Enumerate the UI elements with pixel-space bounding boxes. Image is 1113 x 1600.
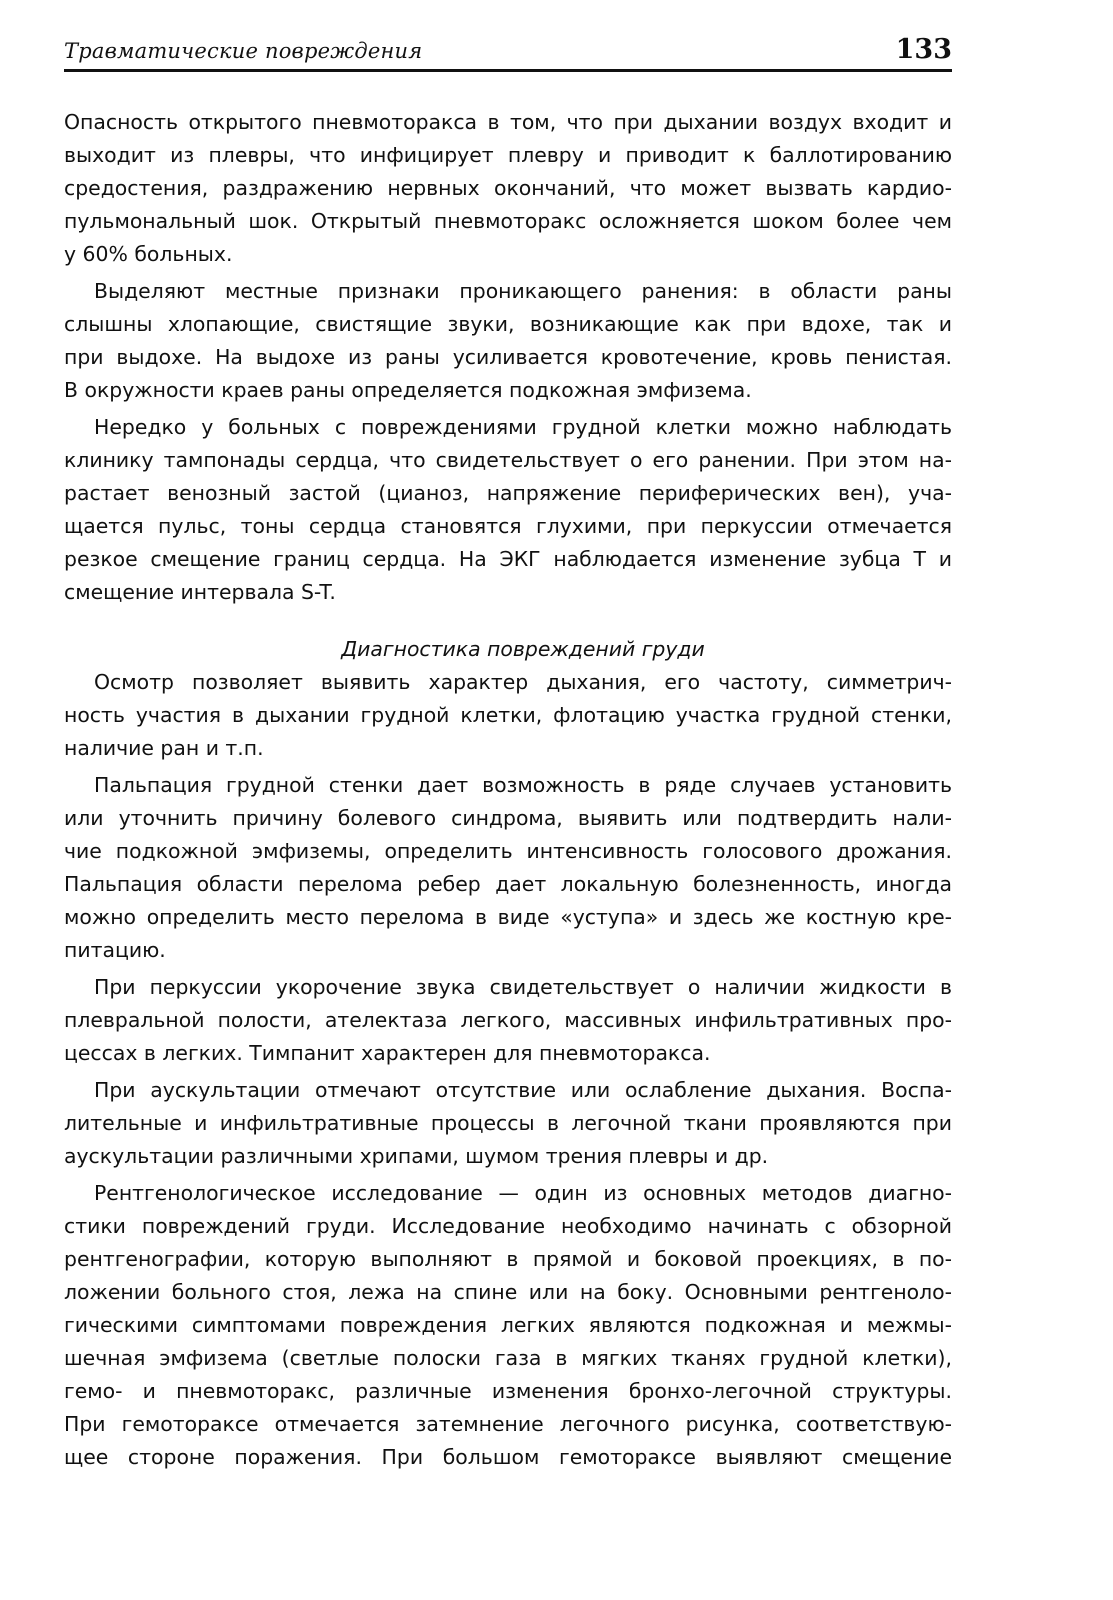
text-line: Осмотр позволяет выявить характер дыхания, его частоту, симметрич- (94, 670, 952, 694)
running-header (64, 36, 952, 72)
paragraph (64, 1074, 952, 1173)
text-line: Пальпация грудной стенки дает возможность в ряде случаев установить (94, 773, 952, 797)
text-line: слышны хлопающие, свистящие звуки, возникающие как при вдохе, так и (64, 312, 952, 336)
text-line: клинику тампонады сердца, что свидетельствует о его ранении. При этом на- (64, 448, 952, 472)
text-line: средостения, раздражению нервных окончаний, что может вызвать кардио- (64, 176, 952, 200)
text-line: выходит из плевры, что инфицирует плевру и приводит к баллотированию (64, 143, 952, 167)
text-line: рентгенографии, которую выполняют в прямой и боковой проекциях, в по- (64, 1247, 952, 1271)
text-line: резкое смещение границ сердца. На ЭКГ наблюдается изменение зубца Т и (64, 547, 952, 571)
text-line: Выделяют местные признаки проникающего ранения: в области раны (94, 279, 952, 303)
text-line: лительные и инфильтративные процессы в легочной ткани проявляются при (64, 1111, 952, 1135)
text-line: ложении больного стоя, лежа на спине или на боку. Основными рентгеноло- (64, 1280, 952, 1304)
text-line: гемо- и пневмоторакс, различные изменения бронхо-легочной структуры. (64, 1379, 952, 1403)
text-line: При аускультации отмечают отсутствие или ослабление дыхания. Воспа- (94, 1078, 952, 1102)
text-line: стики повреждений груди. Исследование необходимо начинать с обзорной (64, 1214, 952, 1238)
text-line: при выдохе. На выдохе из раны усиливается кровотечение, кровь пенистая. (64, 345, 952, 369)
text-line: можно определить место перелома в виде «уступа» и здесь же костную кре- (64, 905, 952, 929)
text-line: ность участия в дыхании грудной клетки, флотацию участка грудной стенки, (64, 703, 952, 727)
text-line: Рентгенологическое исследование — один из основных методов диагно- (94, 1181, 952, 1205)
text-line: В окружности краев раны определяется подкожная эмфизема. (64, 378, 752, 402)
paragraph (64, 411, 952, 609)
paragraph (64, 275, 952, 407)
section-heading: Диагностика повреждений груди (341, 637, 705, 661)
text-line: аускультации различными хрипами, шумом трения плевры и др. (64, 1144, 769, 1168)
paragraph (64, 1177, 952, 1474)
paragraph (64, 666, 952, 765)
page-number: 133 (895, 34, 952, 65)
text-line: чие подкожной эмфиземы, определить интенсивность голосового дрожания. (64, 839, 952, 863)
text-line: у 60% больных. (64, 242, 233, 266)
text-line: Нередко у больных с повреждениями грудной клетки можно наблюдать (94, 415, 952, 439)
paragraph (64, 971, 952, 1070)
text-line: щается пульс, тоны сердца становятся глухими, при перкуссии отмечается (64, 514, 952, 538)
book-page (64, 36, 952, 1478)
text-line: плевральной полости, ателектаза легкого, массивных инфильтративных про- (64, 1008, 952, 1032)
text-line: щее стороне поражения. При большом гемотораксе выявляют смещение (64, 1445, 952, 1469)
text-line: Пальпация области перелома ребер дает локальную болезненность, иногда (64, 872, 952, 896)
text-line: наличие ран и т.п. (64, 736, 264, 760)
text-line: растает венозный застой (цианоз, напряжение периферических вен), уча- (64, 481, 952, 505)
running-title: Травматические повреждения (64, 39, 423, 63)
text-line: Опасность открытого пневмоторакса в том, что при дыхании воздух входит и (64, 110, 952, 134)
text-line: питацию. (64, 938, 166, 962)
text-line: пульмональный шок. Открытый пневмоторакс осложняется шоком более чем (64, 209, 952, 233)
text-line: цессах в легких. Тимпанит характерен для пневмоторакса. (64, 1041, 711, 1065)
text-line: При гемотораксе отмечается затемнение легочного рисунка, соответствую- (64, 1412, 952, 1436)
text-line: гическими симптомами повреждения легких являются подкожная и межмы- (64, 1313, 952, 1337)
paragraph (64, 769, 952, 967)
text-line: или уточнить причину болевого синдрома, выявить или подтвердить нали- (64, 806, 952, 830)
text-line: При перкуссии укорочение звука свидетельствует о наличии жидкости в (94, 975, 952, 999)
body-text (64, 106, 952, 1478)
text-line: шечная эмфизема (светлые полоски газа в мягких тканях грудной клетки), (64, 1346, 952, 1370)
paragraph (64, 106, 952, 271)
text-line: смещение интервала S-T. (64, 580, 336, 604)
